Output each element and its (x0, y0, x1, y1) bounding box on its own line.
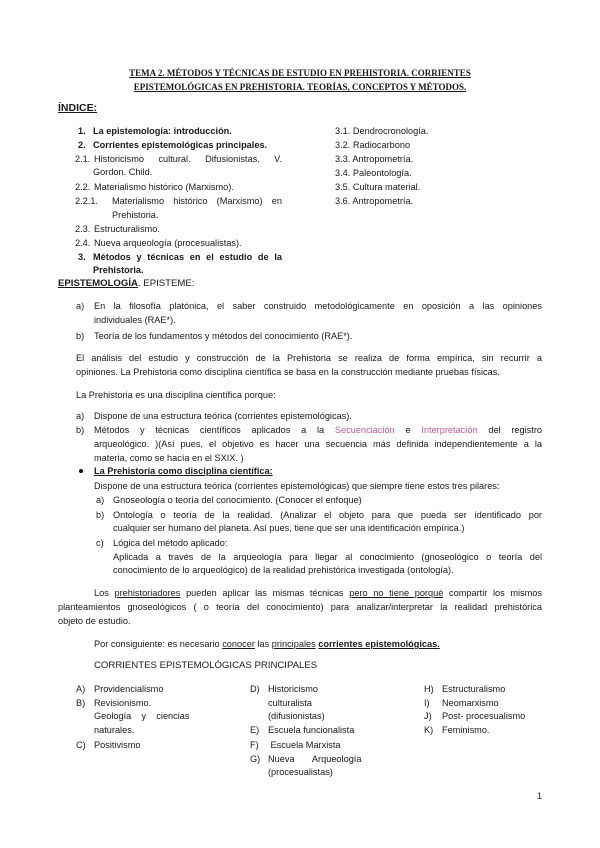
corriente-k: Feminismo. (442, 725, 490, 735)
index-item-2-4-num: 2.4. (75, 238, 91, 248)
pillar-a: Gnoseología o teoría del conocimiento. (Conocer el enfoque) (113, 495, 362, 505)
definition-a-line-1: En la filosofía platónica, el saber construido metodológicamente en oposición a las opiniones (94, 301, 542, 311)
secuenciacion-term: Secuenciación (334, 425, 395, 435)
index-item-2-1: Historicismo cultural. Difusionistas. V. (94, 154, 282, 164)
corriente-k-marker: K) (424, 725, 434, 735)
reason-b-line-1 (94, 424, 542, 436)
corriente-f: Escuela Marxista (268, 740, 341, 750)
pillar-c-line-3: conocimiento de lo arqueológico) de la realidad prehistórica investigada (ontología). (113, 565, 454, 575)
reason-b-text-1: Métodos y técnicas científicos aplicados a la (94, 425, 325, 435)
corriente-b: Revisionismo. (94, 698, 152, 708)
corriente-c-marker: C) (76, 740, 86, 750)
corriente-i: Neomarxismo (442, 698, 499, 708)
paragraph-empirical-line-1: El análisis del estudio y construcción de la Prehistoria se realiza de forma empírica, sin recurrir a (76, 353, 542, 363)
corriente-i-marker: I) (424, 698, 430, 708)
corriente-b-line-3: naturales. (94, 725, 135, 735)
pillar-a-marker: a) (96, 495, 105, 505)
index-item-2-2: Materialismo histórico (Marxismo). (94, 182, 234, 192)
para3-text-b: pueden aplicar las mismas técnicas (186, 588, 344, 598)
para3-text-c: compartir los mismos (449, 588, 542, 598)
reason-b-line-3: materia, como se hacía en el SXIX. ) (94, 453, 244, 463)
index-item-3-cont: Prehistoria. (93, 265, 144, 275)
definition-b-marker: b) (76, 331, 85, 341)
corriente-h: Estructuralismo (442, 684, 506, 694)
index-item-3-num: 3. (78, 252, 86, 262)
index-item-2: Corrientes epistemológicas principales. (93, 140, 268, 150)
corriente-d: Historicismo (268, 684, 319, 694)
pillar-c-line-1: Lógica del método aplicado: (113, 538, 228, 548)
pero-no-tiene-porque-term: pero no tiene porqué (349, 588, 444, 598)
index-item-2-1-num: 2.1. (75, 154, 91, 164)
definition-a-marker: a) (76, 301, 85, 311)
corriente-a: Providencialismo (94, 684, 164, 694)
bullet-heading: La Prehistoria como disciplina científica: (94, 466, 273, 476)
index-item-2-4: Nueva arqueología (procesualistas). (94, 238, 242, 248)
index-item-2-3: Estructuralismo. (94, 224, 160, 234)
corriente-g-line-2: (procesualistas) (268, 767, 333, 777)
para3-text-a: Los (94, 588, 109, 598)
reason-b-line-2: arqueológico. )(Así pues, el objetivo es hacer una secuencia más definida independientemente a la (94, 439, 542, 449)
index-heading: ÍNDICE: (58, 102, 98, 114)
bullet-intro: Dispone de una estructura teórica (corrientes epistemológicas) que siempre tiene estos tres pilares: (94, 481, 500, 491)
document-title-line-2: EPISTEMOLÓGICAS EN PREHISTORIA. TEORÍAS, CONCEPTOS Y MÉTODOS. (133, 82, 467, 92)
corriente-d-line-3: (difusionistas) (268, 711, 325, 721)
corriente-h-marker: H) (424, 684, 434, 694)
corriente-j-marker: J) (424, 711, 432, 721)
paragraph-prehistorians-line-2: planteamientos gnoseológicos ( o teoría del conocimiento) para analizar/interpretar la realidad prehistórica (58, 602, 542, 612)
corriente-c: Positivismo (94, 740, 141, 750)
index-item-3-5: 3.5. Cultura material. (335, 182, 421, 192)
index-item-2-1-cont: Gordon. Child. (93, 167, 153, 177)
index-item-2-2-1-cont: Prehistoria. (112, 210, 159, 220)
epistemologia-heading-term: EPISTEMOLOGÍA (58, 278, 138, 289)
para4-text-a: Por consiguiente: es necesario (94, 639, 220, 649)
corrientes-heading: CORRIENTES EPISTEMOLÓGICAS PRINCIPALES (94, 660, 318, 671)
pillar-c-marker: c) (96, 538, 104, 548)
reason-b-and: e (405, 425, 411, 435)
corriente-g-marker: G) (250, 754, 261, 764)
corriente-g: Nueva Arqueología (268, 754, 362, 764)
para4-las: las (257, 639, 270, 649)
prehistoriadores-term: prehistoriadores (114, 588, 181, 598)
epistemologia-heading (58, 278, 194, 290)
corriente-e: Escuela funcionalista (268, 725, 355, 735)
index-item-2-2-num: 2.2. (75, 182, 91, 192)
paragraph-prehistorians-line-3: objeto de estudio. (58, 616, 131, 626)
principales-term: principales (271, 639, 316, 649)
corriente-e-marker: E) (250, 725, 260, 735)
reason-a: Dispone de una estructura teórica (corrientes epistemológicas). (94, 411, 352, 421)
reason-b-marker: b) (76, 425, 85, 435)
pillar-b-marker: b) (96, 510, 105, 520)
index-item-2-num: 2. (78, 140, 86, 150)
paragraph-consequently (94, 638, 440, 650)
corriente-b-marker: B) (76, 698, 86, 708)
index-item-2-2-1-num: 2.2.1. (75, 196, 98, 206)
corriente-j: Post- procesualismo (442, 711, 526, 721)
pillar-b-line-1: Ontología o teoría de la realidad. (Analizar el objeto para que pueda ser identificado por (113, 510, 542, 520)
epistemologia-heading-rest: . EPISTEME: (137, 278, 195, 289)
reason-b-text-2: del registro (488, 425, 542, 435)
index-item-2-3-num: 2.3. (75, 224, 91, 234)
pillar-b-line-2: cualquier ser humano del planeta. Así pues, tiene que ser una identificación empírica.) (113, 523, 465, 533)
document-title-line-1: TEMA 2. MÉTODOS Y TÉCNICAS DE ESTUDIO EN PREHISTORIA. CORRIENTES (129, 68, 471, 78)
pillar-c-line-2: Aplicada a través de la arqueología para llegar al conocimiento (gnoseológico o teoría del (113, 552, 542, 562)
corriente-b-line-2: Geología y ciencias (94, 711, 190, 721)
corriente-f-marker: F) (250, 740, 259, 750)
index-item-3-1: 3.1. Dendrocronología. (335, 126, 429, 136)
paragraph-science-because: La Prehistoria es una disciplina científica porque: (76, 390, 276, 400)
index-item-1-num: 1. (78, 126, 86, 136)
definition-a-line-2: individuales (RAE*). (94, 315, 176, 325)
index-item-3: Métodos y técnicas en el estudio de la (93, 252, 282, 262)
bullet-dot (79, 469, 83, 473)
index-item-3-2: 3.2. Radiocarbono (335, 140, 411, 150)
corriente-d-line-2: culturalista (268, 698, 312, 708)
index-item-3-4: 3.4. Paleontología. (335, 168, 412, 178)
reason-a-marker: a) (76, 411, 85, 421)
paragraph-empirical-line-2: opiniones. La Prehistoria como disciplina científica se basa en la construcción mediante pruebas físicas. (76, 367, 500, 377)
index-item-1: La epistemología: introducción. (93, 126, 232, 136)
interpretacion-term: Interpretación (421, 425, 478, 435)
corriente-d-marker: D) (250, 684, 260, 694)
paragraph-prehistorians-line-1 (94, 587, 542, 599)
conocer-term: conocer (222, 639, 255, 649)
index-item-2-2-1: Materialismo histórico (Marxismo) en (112, 196, 282, 206)
index-item-3-3: 3.3. Antropometría. (335, 154, 414, 164)
corrientes-term: corrientes epistemológicas. (318, 639, 440, 649)
corriente-a-marker: A) (76, 684, 86, 694)
index-item-3-6: 3.6. Antropometría. (335, 196, 414, 206)
page-number: 1 (537, 791, 543, 801)
definition-b-line-1: Teoría de los fundamentos y métodos del conocimiento (RAE*). (94, 331, 353, 341)
